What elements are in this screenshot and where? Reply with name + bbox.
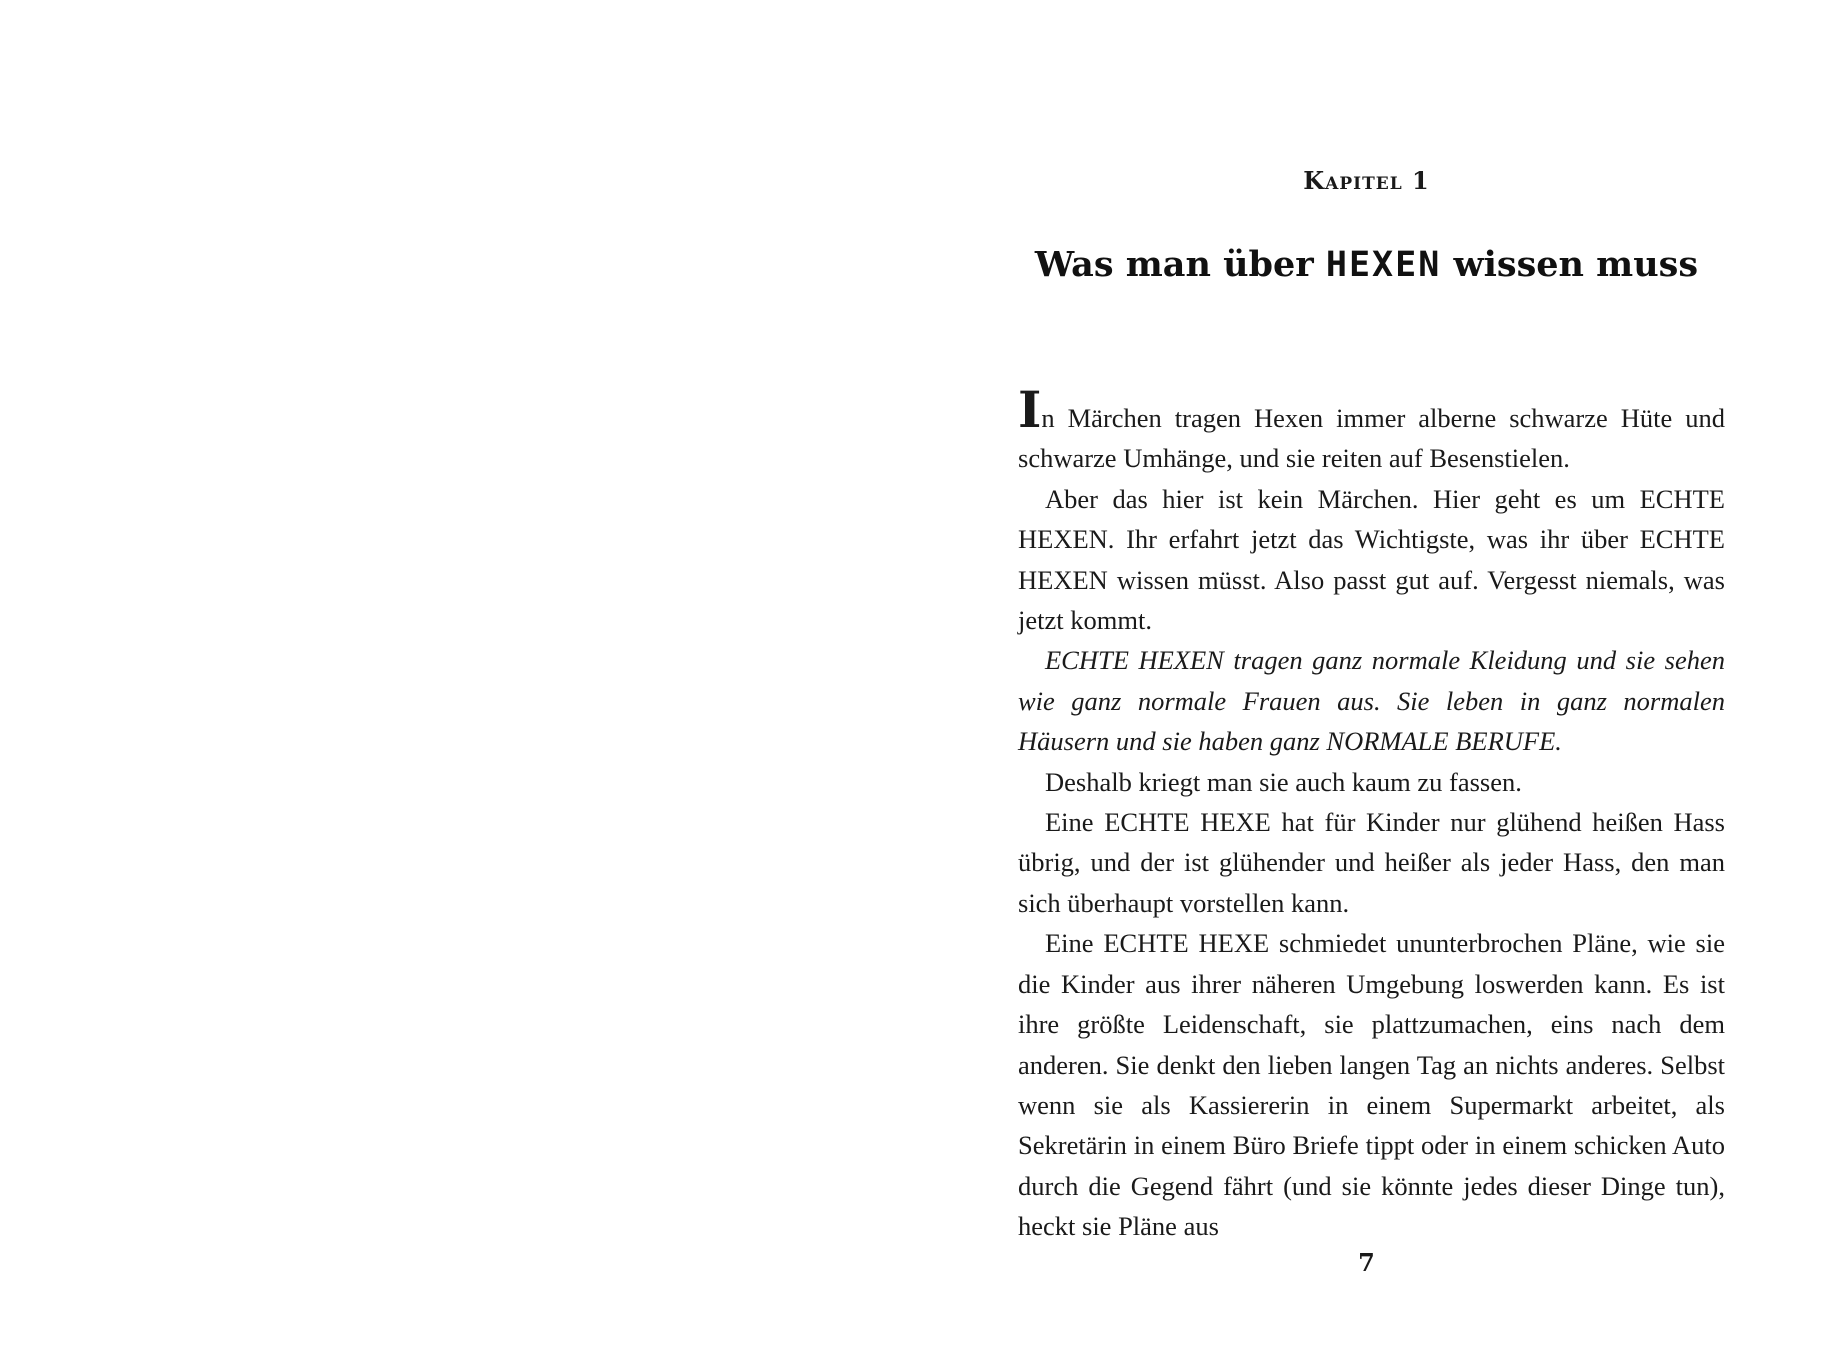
paragraph-6: Eine ECHTE HEXE schmiedet ununterbrochen Pläne, wie sie die Kinder aus ihrer näheren Umgebung loswerden kann. Es ist ihre größte Leidenschaft, sie plattzumachen, eins nach dem anderen. Sie denkt den lieben langen Tag an nichts anderes. Selbst wenn sie als Kassiererin in einem Supermarkt arbeitet, als Sekretärin in einem Büro Briefe tippt oder in einem schicken Auto durch die Gegend fährt (und sie könnte jedes dieser Dinge tun), heckt sie Pläne aus bbox=[1018, 928, 1725, 1242]
chapter-title-emphasis: HEXEN bbox=[1325, 245, 1442, 285]
chapter-body bbox=[1018, 380, 1725, 1247]
paragraph-1 bbox=[1018, 380, 1725, 479]
chapter-title bbox=[911, 244, 1822, 285]
right-page bbox=[911, 0, 1822, 1363]
page-number: 7 bbox=[1358, 1248, 1375, 1277]
paragraph-1-text: n Märchen tragen Hexen immer alberne schwarze Hüte und schwarze Umhänge, und sie reiten auf Besenstielen. bbox=[1018, 403, 1725, 474]
paragraph-4: Deshalb kriegt man sie auch kaum zu fassen. bbox=[1045, 766, 1522, 797]
chapter-title-start: Was man über bbox=[1034, 244, 1326, 285]
chapter-title-end: wissen muss bbox=[1441, 244, 1699, 285]
drop-cap: I bbox=[1018, 380, 1042, 439]
paragraph-2: Aber das hier ist kein Märchen. Hier geht es um ECHTE HEXEN. Ihr erfahrt jetzt das Wichtigste, was ihr über ECHTE HEXEN wissen müsst. Also passt gut auf. Vergesst niemals, was jetzt kommt. bbox=[1018, 483, 1725, 636]
paragraph-3-italic: ECHTE HEXEN tragen ganz normale Kleidung und sie sehen wie ganz normale Frauen aus. Sie leben in ganz normalen Häusern und sie haben ganz NORMALE BERUFE. bbox=[1018, 645, 1725, 757]
paragraph-5: Eine ECHTE HEXE hat für Kinder nur glühend heißen Hass übrig, und der ist glühender und heißer als jeder Hass, den man sich überhaupt vorstellen kann. bbox=[1018, 807, 1725, 918]
chapter-label: Kapitel 1 bbox=[1303, 166, 1430, 195]
